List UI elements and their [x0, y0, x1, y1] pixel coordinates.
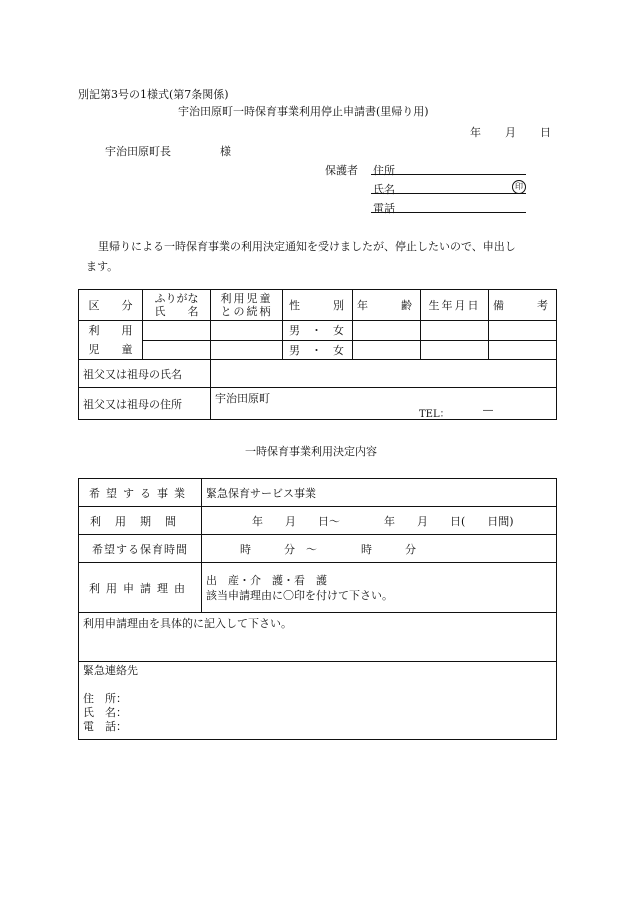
desired-service-value: 緊急保育サービス事業 [202, 479, 557, 507]
body-text-line2: ます。 [86, 260, 119, 273]
guardian-name-field[interactable] [371, 193, 526, 194]
header-category: 区 分 [79, 290, 143, 321]
tel-dash: ― [483, 405, 493, 416]
grandparent-name-label: 祖父又は祖母の氏名 [79, 360, 211, 388]
tel-label: TEL： [419, 409, 450, 420]
header-furigana: ふりがな [154, 292, 199, 305]
header-name: 氏 名 [154, 305, 199, 318]
child-info-table [78, 289, 557, 420]
reason-label: 利用申請理由 [79, 563, 202, 613]
grandparent-address-cell[interactable] [211, 388, 557, 420]
emergency-phone: 電 話： [83, 720, 127, 733]
header-remarks: 備 考 [489, 290, 557, 321]
child2-name-cell[interactable] [143, 340, 211, 360]
header-age: 年 齢 [353, 290, 421, 321]
reason-detail[interactable] [79, 613, 557, 662]
guardian-phone-field[interactable] [371, 212, 526, 213]
child1-remarks-cell[interactable] [489, 321, 557, 341]
guardian-name-label: 氏名 [373, 183, 395, 196]
body-text-line1: 里帰りによる一時保育事業の利用決定通知を受けましたが、停止したいので、申出し [98, 240, 516, 253]
child2-birthdate-cell[interactable] [421, 340, 489, 360]
header-relation: 利用児童 との続柄 [211, 290, 283, 321]
emergency-label: 緊急連絡先 [83, 664, 138, 677]
child2-gender[interactable]: 男 ・ 女 [283, 340, 353, 360]
date-day: 日 [540, 126, 551, 139]
date-year: 年 [470, 126, 481, 139]
emergency-address: 住 所： [83, 692, 127, 705]
child1-relation-cell[interactable] [211, 321, 283, 341]
row-label-child: 利 用 児 童 [79, 321, 143, 360]
time-label: 希望する保育時間 [79, 535, 202, 563]
child1-age-cell[interactable] [353, 321, 421, 341]
reason-options[interactable]: 出 産・介 護・看 護 [206, 573, 327, 587]
guardian-address-field[interactable] [371, 174, 526, 175]
header-birthdate: 生年月日 [421, 290, 489, 321]
grandparent-name-cell[interactable] [211, 360, 557, 388]
period-label: 利用期間 [79, 507, 202, 535]
child1-birthdate-cell[interactable] [421, 321, 489, 341]
honorific: 様 [220, 145, 231, 158]
child2-remarks-cell[interactable] [489, 340, 557, 360]
seal-icon: 印 [512, 179, 526, 194]
addressee: 宇治田原町長 [105, 145, 171, 158]
child1-gender[interactable]: 男 ・ 女 [283, 321, 353, 341]
desired-service-label: 希望する事業 [79, 479, 202, 507]
emergency-contact[interactable] [79, 662, 557, 740]
guardian-phone-label: 電話 [373, 202, 395, 215]
grandparent-address-label: 祖父又は祖母の住所 [79, 388, 211, 420]
emergency-name: 氏 名： [83, 706, 127, 719]
period-value[interactable]: 年 月 日～ 年 月 日( 日間) [202, 507, 557, 535]
page-title: 宇治田原町一時保育事業利用停止申請書(里帰り用) [178, 105, 429, 118]
date-month: 月 [505, 126, 516, 139]
guardian-address-label: 住所 [373, 164, 395, 177]
reason-detail-label: 利用申請理由を具体的に記入して下さい。 [83, 617, 292, 630]
form-number: 別記第3号の1様式(第7条関係) [78, 88, 229, 101]
child2-age-cell[interactable] [353, 340, 421, 360]
section2-title: 一時保育事業利用決定内容 [245, 445, 377, 458]
reason-note: 該当申請理由に〇印を付けて下さい。 [206, 588, 393, 602]
child2-relation-cell[interactable] [211, 340, 283, 360]
decision-table [78, 478, 557, 740]
header-gender: 性 別 [283, 290, 353, 321]
time-value[interactable]: 時 分 ～ 時 分 [202, 535, 557, 563]
reason-cell[interactable] [202, 563, 557, 613]
grandparent-address-value: 宇治田原町 [215, 392, 270, 405]
header-furigana-name [143, 290, 211, 321]
child1-name-cell[interactable] [143, 321, 211, 341]
guardian-label: 保護者 [325, 164, 358, 177]
